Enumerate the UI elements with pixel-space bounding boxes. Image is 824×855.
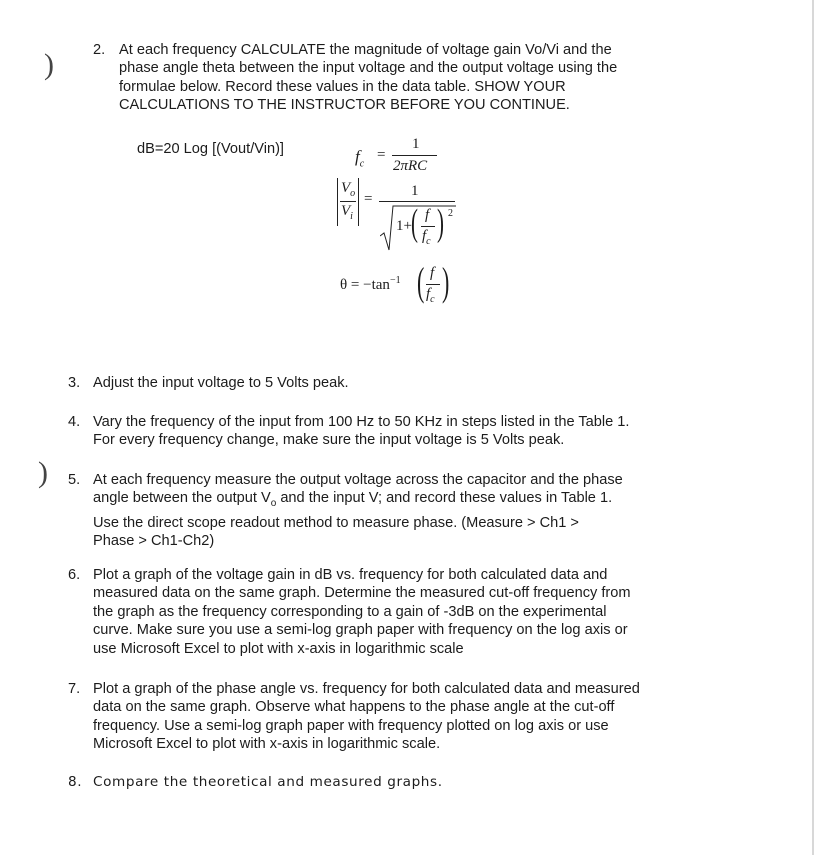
margin-bracket-mark: ) (38, 456, 48, 489)
step-number: 4. (68, 414, 81, 430)
step-text-line: Plot a graph of the phase angle vs. frequency for both calculated data and measured (93, 681, 640, 697)
step-number: 5. (68, 472, 81, 488)
step-text-line: Adjust the input voltage to 5 Volts peak. (93, 375, 349, 391)
step-text-line: use Microsoft Excel to plot with x-axis in logarithmic scale (93, 640, 464, 657)
step-text-line: CALCULATIONS TO THE INSTRUCTOR BEFORE YOU CONTINUE. (119, 97, 570, 114)
step-number: 2. (93, 42, 106, 58)
margin-bracket-mark: ) (44, 48, 54, 81)
step-text-line: Microsoft Excel to plot with x-axis in logarithmic scale. (93, 736, 441, 753)
step-text-line: Use the direct scope readout method to measure phase. (Measure > Ch1 > (93, 514, 579, 531)
db-formula: dB=20 Log [(Vout/Vin)] (137, 141, 284, 157)
phase-angle-formula: $\theta = -\tan^{-1}$ ( f $f_c$ ) (340, 259, 450, 305)
cutoff-frequency-formula: $f_c$ = 1 2πRC (355, 136, 455, 182)
step-text-line: For every frequency change, make sure the input voltage is 5 Volts peak. (93, 432, 565, 449)
step-text-line: angle between the output $V_o$ and the input V; and record these values in Table 1. (93, 490, 613, 510)
step-number: 8. (68, 774, 83, 790)
step-text-line: the graph as the frequency corresponding to a gain of -3dB on the experimental (93, 603, 607, 620)
page-right-border (812, 0, 814, 855)
step-number: 6. (68, 567, 81, 583)
gain-magnitude-formula: $V_o$ $V_i$ = 1 1+ ( f $f_c$ ) 2 (337, 178, 487, 253)
step-text-line: At each frequency measure the output voltage across the capacitor and the phase (93, 472, 623, 488)
step-text-line: phase angle theta between the input voltage and the output voltage using the (119, 60, 618, 77)
step-text-line: Vary the frequency of the input from 100 Hz to 50 KHz in steps listed in the Table 1. (93, 414, 630, 430)
step-text-line: At each frequency CALCULATE the magnitude of voltage gain Vo/Vi and the (119, 42, 612, 58)
step-number: 3. (68, 375, 81, 391)
step-text-line: Plot a graph of the voltage gain in dB vs. frequency for both calculated data and (93, 567, 608, 583)
step-number: 7. (68, 681, 81, 697)
step-text-line: formulae below. Record these values in the data table. SHOW YOUR (119, 78, 566, 95)
step-text-line: Phase > Ch1-Ch2) (93, 533, 215, 550)
step-text-line: data on the same graph. Observe what happens to the phase angle at the cut-off (93, 699, 615, 716)
step-text-line: measured data on the same graph. Determine the measured cut-off frequency from (93, 585, 631, 602)
step-text-line: Compare the theoretical and measured graphs. (93, 774, 443, 790)
step-text-line: frequency. Use a semi-log graph paper with frequency plotted on log axis or use (93, 717, 609, 734)
step-text-line: curve. Make sure you use a semi-log graph paper with frequency on the log axis or (93, 622, 628, 639)
